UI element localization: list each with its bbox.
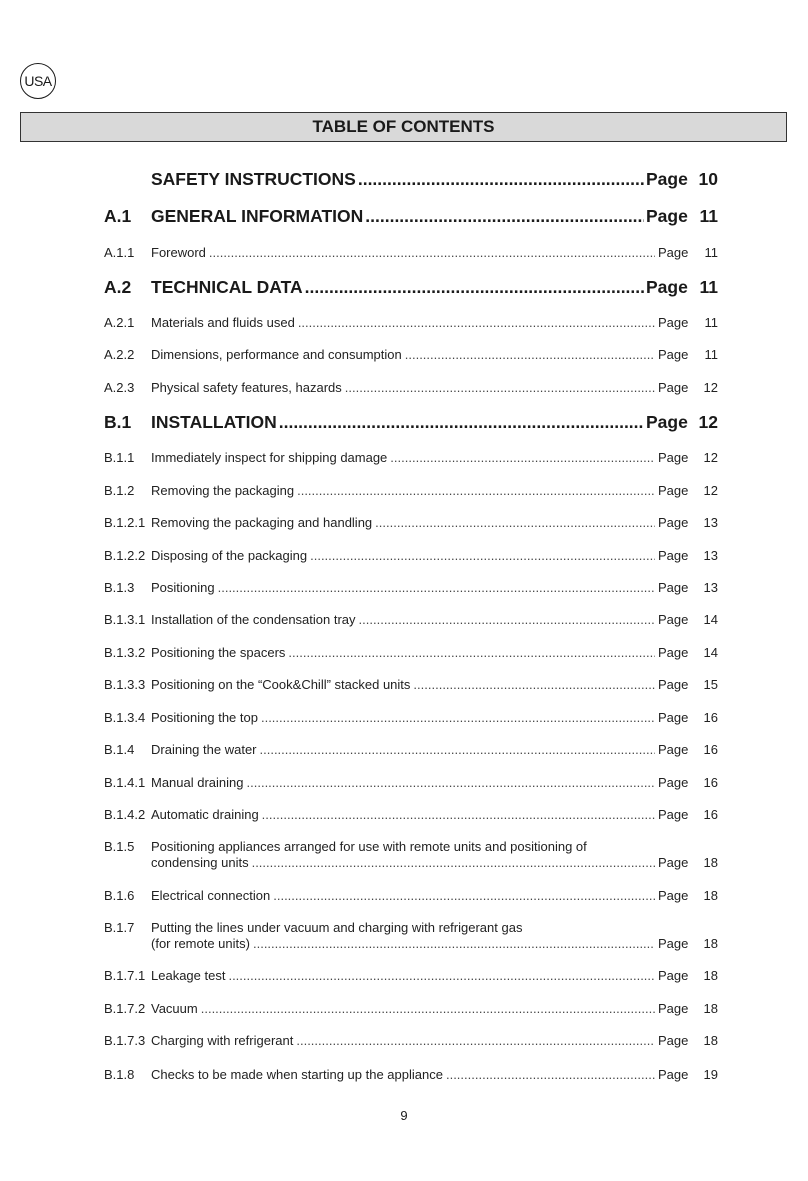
dot-leader bbox=[305, 277, 644, 298]
toc-entry-b1-3-1[interactable] bbox=[104, 612, 718, 628]
toc-entry-title: Positioning bbox=[151, 580, 215, 595]
toc-entry-b1-3-4[interactable] bbox=[104, 710, 718, 726]
toc-entry-b1-7[interactable] bbox=[104, 920, 718, 952]
toc-entry-a2-3[interactable] bbox=[104, 380, 718, 396]
page-label: Page bbox=[658, 245, 689, 260]
page-label: Page bbox=[658, 888, 689, 903]
toc-entry-number: B.1.2.2 bbox=[104, 548, 146, 563]
toc-entry-page: 12 bbox=[703, 380, 718, 395]
toc-entry-page: 12 bbox=[703, 450, 718, 465]
toc-entry-number: B.1.4 bbox=[104, 742, 135, 757]
toc-entry-page: 18 bbox=[703, 936, 718, 951]
dot-leader bbox=[218, 580, 655, 595]
toc-entry-page: 13 bbox=[703, 515, 718, 530]
toc-entry-b1-2[interactable] bbox=[104, 483, 718, 499]
page-label: Page bbox=[658, 1001, 689, 1016]
toc-entry-b1-7-2[interactable] bbox=[104, 1001, 718, 1017]
toc-entry-title: INSTALLATION bbox=[151, 412, 277, 432]
page-label: Page bbox=[658, 936, 689, 951]
page-label: Page bbox=[646, 206, 688, 226]
toc-entry-title: Vacuum bbox=[151, 1001, 198, 1016]
dot-leader bbox=[359, 612, 655, 627]
dot-leader bbox=[247, 775, 655, 790]
page-label: Page bbox=[658, 645, 689, 660]
toc-entry-page: 10 bbox=[698, 169, 718, 189]
toc-entry-title: Disposing of the packaging bbox=[151, 548, 308, 563]
toc-entry-page: 11 bbox=[704, 347, 718, 362]
dot-leader bbox=[252, 855, 655, 870]
dot-leader bbox=[297, 483, 655, 498]
dot-leader bbox=[446, 1067, 655, 1082]
toc-entry-title: Removing the packaging and handling bbox=[151, 515, 373, 530]
toc-entry-title: Draining the water bbox=[151, 742, 257, 757]
toc-entry-b1-7-1[interactable] bbox=[104, 968, 718, 984]
toc-entry-title: Positioning the top bbox=[151, 710, 258, 725]
page-label: Page bbox=[646, 169, 688, 189]
toc-entry-number: A.2 bbox=[104, 277, 132, 297]
dot-leader bbox=[345, 380, 655, 395]
dot-leader bbox=[261, 710, 655, 725]
page-label: Page bbox=[658, 450, 689, 465]
page-title: TABLE OF CONTENTS bbox=[312, 117, 495, 136]
toc-entry-page: 11 bbox=[699, 206, 718, 226]
dot-leader bbox=[365, 206, 644, 227]
toc-entry-b1[interactable] bbox=[104, 412, 718, 434]
toc-entry-number: A.2.1 bbox=[104, 315, 135, 330]
page-label: Page bbox=[658, 380, 689, 395]
toc-entry-page: 18 bbox=[703, 1033, 718, 1048]
dot-leader bbox=[288, 645, 655, 660]
toc-entry-a1-1[interactable] bbox=[104, 245, 718, 261]
toc-entry-page: 16 bbox=[703, 807, 718, 822]
toc-entry-b1-3-2[interactable] bbox=[104, 645, 718, 661]
toc-entry-number: A.1 bbox=[104, 206, 132, 226]
toc-entry-safety-instructions[interactable] bbox=[104, 169, 718, 191]
page-label: Page bbox=[658, 515, 689, 530]
toc-entry-b1-8[interactable] bbox=[104, 1067, 718, 1083]
toc-entry-page: 11 bbox=[704, 315, 718, 330]
toc-entry-b1-1[interactable] bbox=[104, 450, 718, 466]
region-badge bbox=[20, 63, 56, 99]
page-label: Page bbox=[658, 315, 689, 330]
toc-entry-page: 16 bbox=[703, 775, 718, 790]
toc-entry-b1-2-2[interactable] bbox=[104, 548, 718, 564]
toc-entry-number: B.1.4.2 bbox=[104, 807, 146, 822]
toc-entry-title: Materials and fluids used bbox=[151, 315, 295, 330]
toc-entry-number: B.1.8 bbox=[104, 1067, 135, 1082]
toc-entry-title: Checks to be made when starting up the appliance bbox=[151, 1067, 443, 1082]
toc-entry-b1-4-1[interactable] bbox=[104, 775, 718, 791]
toc-entry-b1-5[interactable] bbox=[104, 839, 718, 871]
region-badge-label: USA bbox=[24, 73, 52, 89]
toc-entry-title: TECHNICAL DATA bbox=[151, 277, 303, 297]
page-label: Page bbox=[658, 775, 689, 790]
toc-entry-number: B.1.4.1 bbox=[104, 775, 146, 790]
toc-entry-number: B.1 bbox=[104, 412, 132, 432]
toc-entry-page: 16 bbox=[703, 710, 718, 725]
toc-entry-title: GENERAL INFORMATION bbox=[151, 206, 364, 226]
toc-entry-title: Electrical connection bbox=[151, 888, 271, 903]
toc-entry-a2[interactable] bbox=[104, 277, 718, 299]
page-number: 9 bbox=[400, 1108, 408, 1123]
toc-entry-title: Dimensions, performance and consumption bbox=[151, 347, 402, 362]
toc-entry-title: Positioning on the “Cook&Chill” stacked units bbox=[151, 677, 411, 692]
dot-leader bbox=[358, 169, 644, 190]
dot-leader bbox=[260, 742, 656, 757]
dot-leader bbox=[413, 677, 655, 692]
toc-entry-title-line1: Putting the lines under vacuum and charging with refrigerant gas bbox=[151, 920, 523, 935]
page-label: Page bbox=[658, 677, 689, 692]
page-label: Page bbox=[658, 968, 689, 983]
toc-entry-page: 18 bbox=[703, 968, 718, 983]
toc-entry-number: B.1.7 bbox=[104, 920, 135, 935]
toc-entry-number: B.1.2.1 bbox=[104, 515, 146, 530]
toc-entry-title: Positioning the spacers bbox=[151, 645, 286, 660]
toc-entry-page: 11 bbox=[699, 277, 718, 297]
toc-entry-page: 13 bbox=[703, 580, 718, 595]
page-label: Page bbox=[658, 1067, 689, 1082]
toc-entry-number: B.1.5 bbox=[104, 839, 135, 854]
page-label: Page bbox=[658, 710, 689, 725]
toc-entry-number: B.1.7.3 bbox=[104, 1033, 146, 1048]
page-label: Page bbox=[658, 548, 689, 563]
toc-entry-page: 15 bbox=[703, 677, 718, 692]
toc-entry-b1-4[interactable] bbox=[104, 742, 718, 758]
dot-leader bbox=[253, 936, 655, 951]
toc-entry-number: B.1.1 bbox=[104, 450, 135, 465]
page-label: Page bbox=[658, 580, 689, 595]
dot-leader bbox=[298, 315, 655, 330]
toc-entry-title: Leakage test bbox=[151, 968, 226, 983]
toc-entry-page: 16 bbox=[703, 742, 718, 757]
toc-entry-number: B.1.7.2 bbox=[104, 1001, 146, 1016]
toc-entry-title: Installation of the condensation tray bbox=[151, 612, 356, 627]
toc-entry-title: Physical safety features, hazards bbox=[151, 380, 342, 395]
toc-entry-a1[interactable] bbox=[104, 206, 718, 228]
toc-entry-title: Immediately inspect for shipping damage bbox=[151, 450, 388, 465]
toc-entry-number: A.1.1 bbox=[104, 245, 135, 260]
toc-entry-number: B.1.7.1 bbox=[104, 968, 146, 983]
toc-entry-b1-3[interactable] bbox=[104, 580, 718, 596]
dot-leader bbox=[273, 888, 655, 903]
toc-entry-page: 19 bbox=[703, 1067, 718, 1082]
toc-entry-page: 18 bbox=[703, 1001, 718, 1016]
toc-entry-page: 14 bbox=[703, 645, 718, 660]
toc-entry-a2-2[interactable] bbox=[104, 347, 718, 363]
toc-entry-b1-7-3[interactable] bbox=[104, 1033, 718, 1049]
page-label: Page bbox=[658, 347, 689, 362]
toc-title-bar bbox=[20, 112, 787, 142]
toc-entry-title: SAFETY INSTRUCTIONS bbox=[151, 169, 356, 189]
dot-leader bbox=[375, 515, 655, 530]
toc-entry-number: B.1.3.3 bbox=[104, 677, 146, 692]
page-label: Page bbox=[658, 855, 689, 870]
toc-entry-b1-2-1[interactable] bbox=[104, 515, 718, 531]
toc-entry-title: (for remote units) bbox=[151, 936, 250, 951]
toc-entry-title: condensing units bbox=[151, 855, 249, 870]
dot-leader bbox=[310, 548, 655, 563]
dot-leader bbox=[228, 968, 655, 983]
toc-entry-title: Manual draining bbox=[151, 775, 244, 790]
toc-entry-page: 12 bbox=[698, 412, 718, 432]
page-label: Page bbox=[658, 742, 689, 757]
page-label: Page bbox=[658, 483, 689, 498]
toc-entry-title: Automatic draining bbox=[151, 807, 259, 822]
toc-entry-page: 14 bbox=[703, 612, 718, 627]
toc-entry-number: B.1.3 bbox=[104, 580, 135, 595]
dot-leader bbox=[279, 412, 644, 433]
page-label: Page bbox=[646, 277, 688, 297]
toc-entry-title-line1: Positioning appliances arranged for use with remote units and positioning of bbox=[151, 839, 587, 854]
toc-entry-b1-4-2[interactable] bbox=[104, 807, 718, 823]
toc-entry-number: A.2.2 bbox=[104, 347, 135, 362]
toc-entry-number: B.1.6 bbox=[104, 888, 135, 903]
dot-leader bbox=[262, 807, 655, 822]
dot-leader bbox=[296, 1033, 655, 1048]
toc-entry-page: 13 bbox=[703, 548, 718, 563]
page-label: Page bbox=[646, 412, 688, 432]
toc-entry-a2-1[interactable] bbox=[104, 315, 718, 331]
dot-leader bbox=[209, 245, 655, 260]
page-label: Page bbox=[658, 807, 689, 822]
toc-entry-page: 11 bbox=[704, 245, 718, 260]
dot-leader bbox=[405, 347, 655, 362]
toc-entry-title: Removing the packaging bbox=[151, 483, 295, 498]
toc-entry-title: Charging with refrigerant bbox=[151, 1033, 294, 1048]
toc-entry-b1-3-3[interactable] bbox=[104, 677, 718, 693]
toc-entry-page: 12 bbox=[703, 483, 718, 498]
toc-entry-number: B.1.3.1 bbox=[104, 612, 146, 627]
toc-entry-page: 18 bbox=[703, 888, 718, 903]
toc-entry-number: B.1.3.4 bbox=[104, 710, 146, 725]
dot-leader bbox=[201, 1001, 655, 1016]
toc-entry-number: B.1.2 bbox=[104, 483, 135, 498]
toc-entry-title: Foreword bbox=[151, 245, 206, 260]
toc-entry-b1-6[interactable] bbox=[104, 888, 718, 904]
toc-entry-number: A.2.3 bbox=[104, 380, 135, 395]
toc-entry-number: B.1.3.2 bbox=[104, 645, 146, 660]
page-label: Page bbox=[658, 1033, 689, 1048]
page-label: Page bbox=[658, 612, 689, 627]
dot-leader bbox=[390, 450, 655, 465]
toc-entry-page: 18 bbox=[703, 855, 718, 870]
